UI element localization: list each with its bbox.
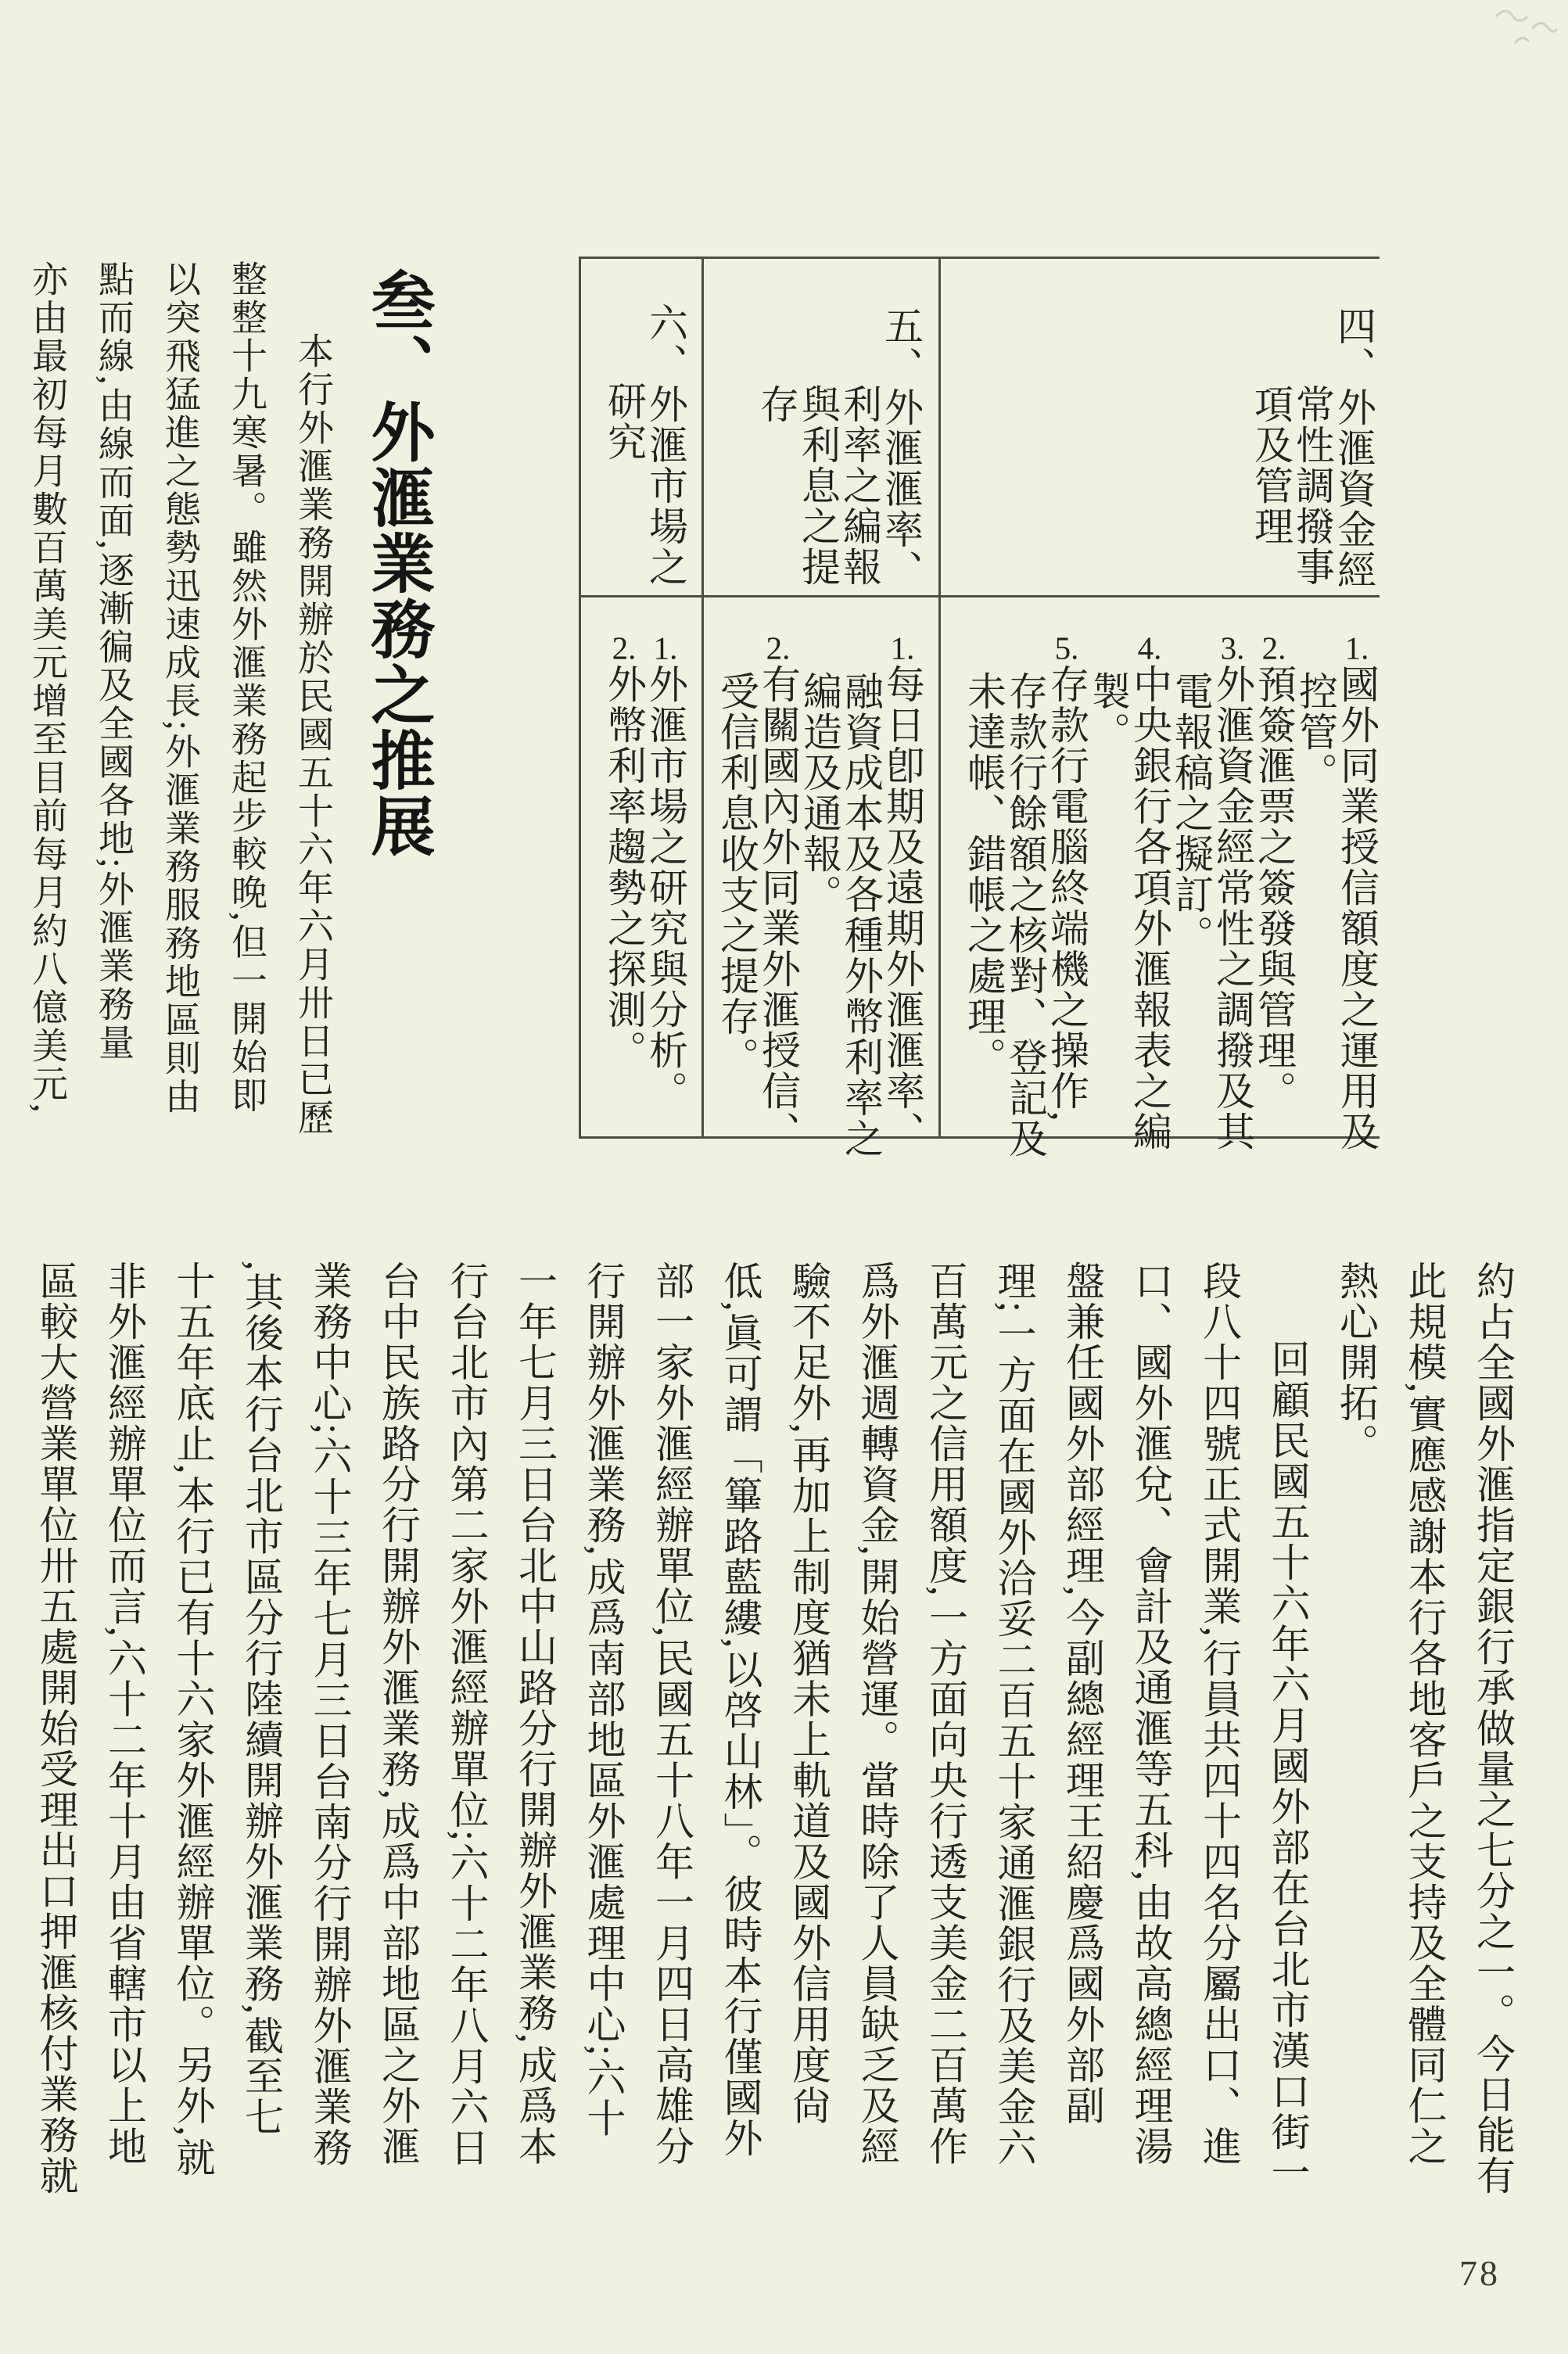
- text-line: 3.外滙資金經常性之調撥及其: [1211, 632, 1254, 1152]
- text-line: 利率之編報: [838, 384, 881, 587]
- page-number: 78: [1459, 2253, 1500, 2293]
- text-line: 驗不足外,再加上制度猶未上軌道及國外信用度尙: [787, 1261, 831, 2126]
- text-line: 六、外滙市場之: [644, 303, 687, 587]
- text-line: 本行外滙業務開辦於民國五十六年六月卅日已歷: [293, 332, 333, 1137]
- section-heading: 叁、外滙業務之推展: [362, 267, 433, 859]
- text-line: 融資成本及各種外幣利率之: [839, 671, 883, 1159]
- text-line: 製。: [1086, 671, 1130, 752]
- text-line: 五、外滙滙率、: [879, 306, 923, 590]
- text-line: 區較大營業單位卅五處開始受理出口押滙核付業務就: [34, 1261, 78, 2196]
- text-line: 理;一方面在國外洽妥二百五十家通滙銀行及美金六: [992, 1261, 1036, 2168]
- text-line: 爲外滙週轉資金,開始營運。當時除了人員缺乏及經: [855, 1261, 899, 2167]
- text-line: 回顧民國五十六年六月國外部在台北市漢口街一: [1265, 1339, 1310, 2193]
- item-number: 1.: [890, 632, 915, 664]
- text-line: 四、外滙資金經: [1332, 306, 1376, 590]
- text-line: 電報稿之擬訂。: [1169, 671, 1213, 956]
- table-section-4-items: [938, 597, 1382, 1159]
- text-line: 編造及通報。: [798, 671, 841, 915]
- text-line: 1.每日卽期及遠期外滙滙率、: [881, 632, 924, 1152]
- text-line: 以突飛猛進之態勢迅速成長;外滙業務服務地區則由: [160, 260, 200, 1116]
- text-line: 百萬元之信用額度,一方面向央行透支美金二百萬作: [924, 1261, 967, 2167]
- intro-paragraph: [12, 260, 346, 1156]
- text-line: 項及管理: [1249, 384, 1293, 547]
- text-line: 未達帳、錯帳之處理。: [962, 671, 1006, 1078]
- text-line: 存: [755, 384, 798, 425]
- text-line: 低,眞可謂「篳路藍縷,以啓山林」。彼時本行僅國外: [718, 1261, 762, 2158]
- table-section-4-header: [938, 259, 1382, 595]
- text-line: 常性調撥事: [1290, 384, 1334, 587]
- text-line: 2.有關國內外同業外滙授信、: [756, 632, 800, 1152]
- text-line: 盤兼任國外部經理,今副總經理王紹慶爲國外部副: [1060, 1261, 1104, 2126]
- text-line: 受信利息收支之提存。: [715, 671, 759, 1078]
- item-number: 2.: [766, 632, 791, 664]
- text-line: 2.外幣利率趨勢之探測。: [602, 632, 646, 1071]
- text-line: 整整十九寒暑。雖然外滙業務起步較晚,但一開始即: [227, 260, 267, 1115]
- text-line: 十五年底止,本行已有十六家外滙經辦單位。另外,就: [170, 1261, 215, 2178]
- text-line: 行台北市內第二家外滙經辦單位;六十二年八月六日: [444, 1261, 489, 2168]
- item-number: 1.: [653, 632, 678, 664]
- table-section-6-items: [581, 597, 701, 1141]
- text-line: 與利息之提: [796, 384, 840, 587]
- text-line: 控管。: [1294, 671, 1337, 793]
- text-line: 台中民族路分行開辦外滙業務,成爲中部地區之外滙: [376, 1261, 420, 2167]
- item-number: 3.: [1220, 632, 1245, 664]
- text-line: ,其後本行台北市區分行陸續開辦外滙業務,截至七: [239, 1261, 283, 2137]
- text-line: 行開辦外滙業務,成爲南部地區外滙處理中心;六十: [581, 1261, 626, 2139]
- text-line: 約占全國外滙指定銀行承做量之七分之一。今日能有: [1471, 1261, 1515, 2196]
- text-line: 1.國外同業授信額度之運用及: [1335, 632, 1379, 1152]
- text-line: 研究: [602, 381, 646, 462]
- text-line: 5.存款行電腦終端機之操作,: [1045, 632, 1089, 1123]
- table-section-5-header: [701, 259, 938, 595]
- text-line: 亦由最初每月數百萬美元增至目前每月約八億美元,: [27, 260, 67, 1115]
- text-line: 部一家外滙經辦單位,民國五十八年一月四日高雄分: [650, 1261, 694, 2167]
- duties-table: [579, 257, 1380, 1159]
- text-line: 4.中央銀行各項外滙報表之編: [1128, 632, 1172, 1152]
- table-section-5-items: [701, 597, 938, 1159]
- text-line: 存款行餘額之核對、登記及: [1003, 671, 1047, 1159]
- text-line: 熱心開拓。: [1334, 1261, 1378, 1464]
- table-section-6-header: [581, 259, 701, 595]
- text-line: 1.外滙市場之研究與分析。: [644, 632, 687, 1111]
- text-line: 點而線,由線而面,逐漸徧及全國各地;外滙業務量: [94, 260, 134, 1062]
- text-line: 一年七月三日台北中山路分行開辦外滙業務,成爲本: [513, 1261, 557, 2167]
- item-number: 2.: [1261, 632, 1286, 664]
- body-text: [17, 1261, 1527, 2211]
- text-line: 口、國外滙兌、會計及通滙等五科,由故高總經理湯: [1128, 1261, 1173, 2167]
- item-number: 4.: [1137, 632, 1162, 664]
- text-line: 此規模,實應感謝本行各地客戶之支持及全體同仁之: [1402, 1261, 1447, 2167]
- text-line: 段八十四號正式開業,行員共四十四名分屬出口、進: [1197, 1261, 1241, 2167]
- text-line: 非外滙經辦單位而言,六十二年十月由省轄市以上地: [102, 1261, 146, 2167]
- item-number: 1.: [1344, 632, 1369, 664]
- pencil-marks: [1492, 5, 1558, 53]
- text-line: 2.預簽滙票之簽發與管理。: [1252, 632, 1296, 1111]
- text-line: 業務中心;六十三年七月三日台南分行開辦外滙業務: [307, 1261, 352, 2168]
- item-number: 5.: [1054, 632, 1079, 664]
- item-number: 2.: [612, 632, 637, 664]
